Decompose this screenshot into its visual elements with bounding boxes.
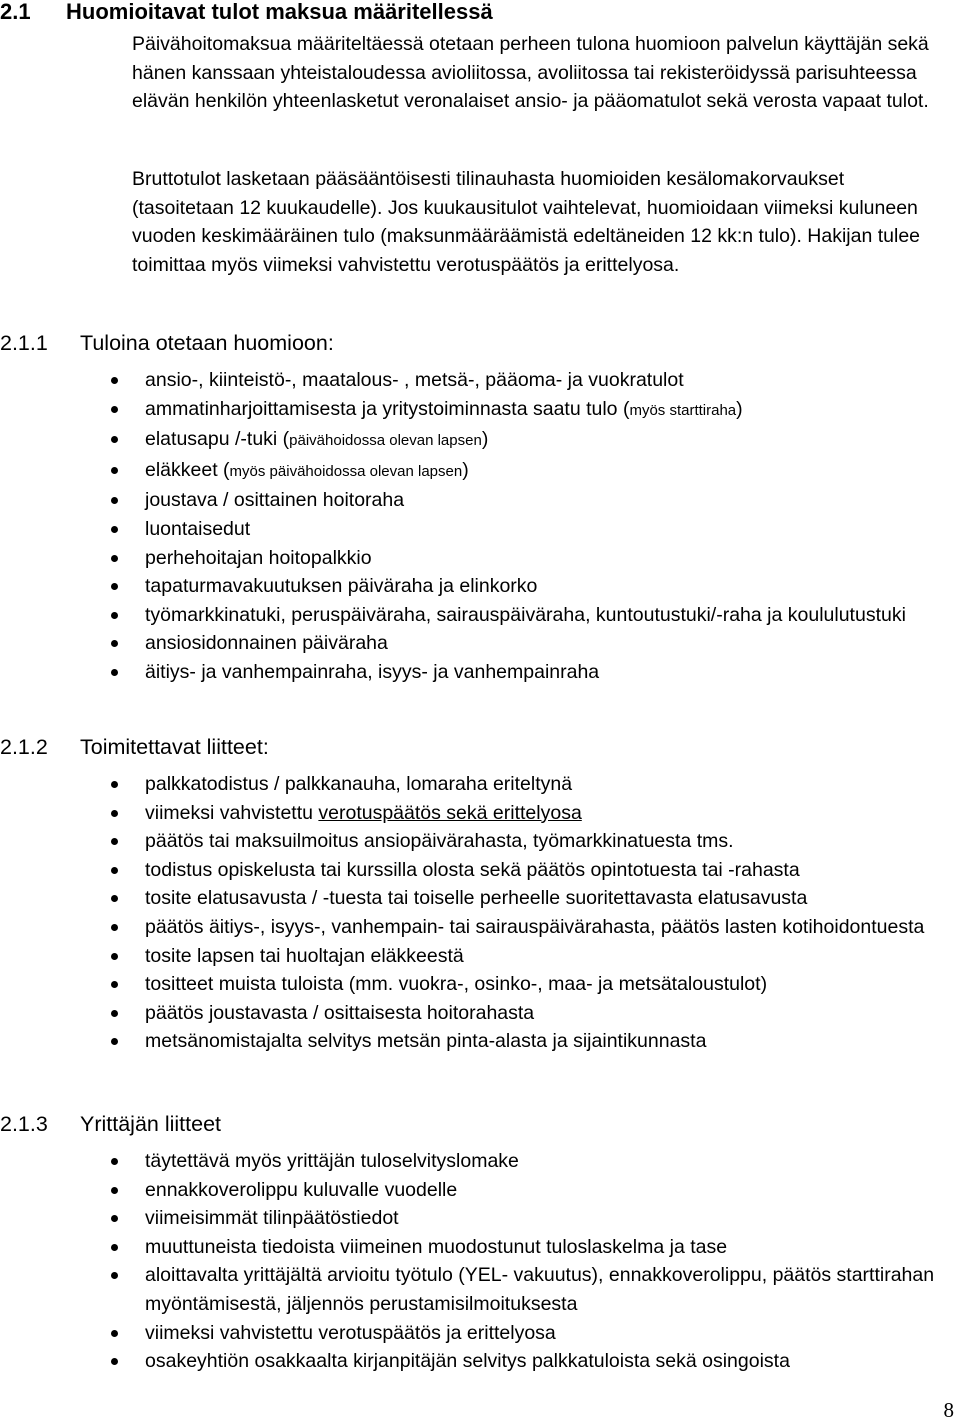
list-item: päätös äitiys-, isyys-, vanhempain- tai sairauspäivärahasta, päätös lasten kotihoidontuesta [145,913,950,942]
entrepreneur-heading [0,1110,221,1138]
list-item: eläkkeet (myös päivähoidossa olevan lapsen) [145,456,950,487]
intro-paragraph-1 [132,30,947,116]
list-item: joustava / osittainen hoitoraha [145,486,950,515]
list-item: ennakkoverolippu kuluvalle vuodelle [145,1176,950,1205]
list-item: muuttuneista tiedoista viimeinen muodostunut tuloslaskelma ja tase [145,1233,950,1262]
intro-text-2: Bruttotulot lasketaan pääsääntöisesti tilinauhasta huomioiden kesälomakorvaukset (tasoitetaan 12 kuukaudelle). Jos kuukausitulot vaihtelevat, huomioidaan viimeksi kuluneen vuoden keskimääräinen tulo (maksunmääräämistä edeltäneiden 12 kk:n tulo). Hakijan tulee toimittaa myös viimeksi vahvistettu verotuspäätös ja erittelyosa. [132,168,921,276]
list-item: tapaturmavakuutuksen päiväraha ja elinkorko [145,572,950,601]
entrepreneur-number: 2.1.3 [0,1112,48,1136]
page-number: 8 [943,1398,954,1422]
income-heading [0,329,334,357]
list-item: palkkatodistus / palkkanauha, lomaraha eriteltynä [145,770,950,799]
section-number: 2.1 [0,0,31,24]
income-title: Tuloina otetaan huomioon: [80,331,334,355]
list-item: ansiosidonnainen päiväraha [145,629,950,658]
list-item: perhehoitajan hoitopalkkio [145,544,950,573]
attachments-number: 2.1.2 [0,735,48,759]
list-item: työmarkkinatuki, peruspäiväraha, sairauspäiväraha, kuntoutustuki/-raha ja koululutustuki [145,601,950,630]
list-item: tosite elatusavusta / -tuesta tai toiselle perheelle suoritettavasta elatusavusta [145,884,950,913]
attachments-heading [0,733,269,761]
intro-text-1: Päivähoitomaksua määriteltäessä otetaan perheen tulona huomioon palvelun käyttäjän sekä hänen kanssaan yhteistaloudessa avioliitossa, avoliitossa tai rekisteröidyssä parisuhteessa elävän henkilön yhteenlasketut veronalaiset ansio- ja pääomatulot sekä verosta vapaat tulot. [132,33,929,112]
attachments-list [145,770,950,1056]
list-item: osakeyhtiön osakkaalta kirjanpitäjän selvitys palkkatuloista sekä osingoista [145,1347,950,1376]
list-item: viimeisimmät tilinpäätöstiedot [145,1204,950,1233]
intro-paragraph-2 [132,165,947,279]
underlined-text: verotuspäätös sekä erittelyosa [318,801,582,824]
attachments-title: Toimitettavat liitteet: [80,735,269,759]
list-item: täytettävä myös yrittäjän tuloselvityslomake [145,1147,950,1176]
list-item: tositteet muista tuloista (mm. vuokra-, osinko-, maa- ja metsätaloustulot) [145,970,950,999]
entrepreneur-list [145,1147,950,1376]
list-item: päätös joustavasta / osittaisesta hoitorahasta [145,999,950,1028]
income-list [145,366,950,687]
list-item: ammatinharjoittamisesta ja yritystoiminnasta saatu tulo (myös starttiraha) [145,395,950,426]
list-item: päätös tai maksuilmoitus ansiopäivärahasta, työmarkkinatuesta tms. [145,827,950,856]
list-item: metsänomistajalta selvitys metsän pinta-alasta ja sijaintikunnasta [145,1027,950,1056]
list-item: luontaisedut [145,515,950,544]
list-item: elatusapu /-tuki (päivähoidossa olevan lapsen) [145,425,950,456]
list-item: ansio-, kiinteistö-, maatalous- , metsä-, pääoma- ja vuokratulot [145,366,950,395]
list-item: aloittavalta yrittäjältä arvioitu työtulo (YEL- vakuutus), ennakkoverolippu, päätös starttirahan myöntämisestä, jäljennös perustamisilmoituksesta [145,1261,950,1318]
entrepreneur-title: Yrittäjän liitteet [80,1112,222,1136]
list-item: todistus opiskelusta tai kurssilla olosta sekä päätös opintotuesta tai -rahasta [145,856,950,885]
section-heading [0,0,493,26]
income-number: 2.1.1 [0,331,48,355]
list-item: viimeksi vahvistettu verotuspäätös sekä erittelyosa [145,799,950,828]
list-item: äitiys- ja vanhempainraha, isyys- ja vanhempainraha [145,658,950,687]
section-title: Huomioitavat tulot maksua määritellessä [66,0,493,24]
list-item: viimeksi vahvistettu verotuspäätös ja erittelyosa [145,1319,950,1348]
list-item: tosite lapsen tai huoltajan eläkkeestä [145,942,950,971]
